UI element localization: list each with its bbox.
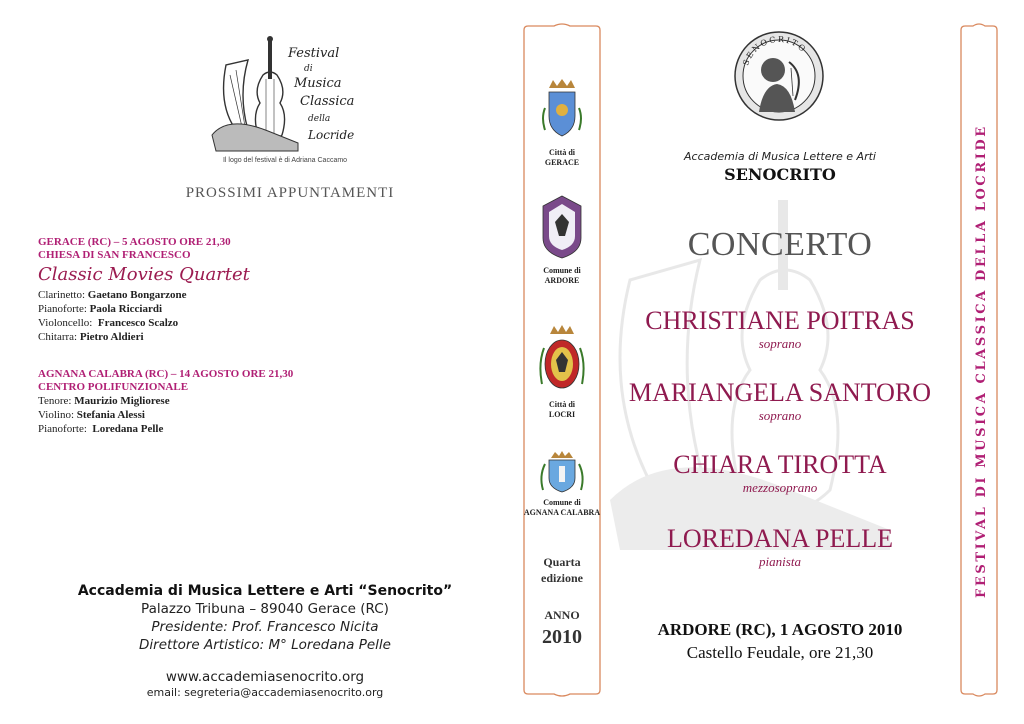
gerace-coat-of-arms-icon [539, 78, 585, 144]
footer-director: Direttore Artistico: M° Loredana Pelle [139, 637, 391, 653]
footer-address: Palazzo Tribuna – 89040 Gerace (RC) [141, 601, 389, 617]
event-performer-line: Chitarra: Pietro Aldieri [38, 331, 144, 343]
festival-logo [208, 35, 358, 157]
performer-role: pianista [759, 554, 801, 569]
logo-wordmark [287, 46, 354, 142]
academy-label: Accademia di Musica Lettere e Arti [684, 150, 876, 163]
event-performer-line: Violoncello: Francesco Scalzo [38, 317, 179, 329]
performer-name: CHRISTIANE POITRAS [645, 306, 915, 335]
festival-vertical-title [958, 22, 1000, 698]
svg-text:Festival: Festival [288, 46, 340, 61]
performer-name: MARIANGELA SANTORO [628, 378, 932, 407]
crest-agnana: Comune di AGNANA CALABRA [520, 450, 604, 518]
year-value: 2010 [542, 626, 582, 648]
footer-academy-title: Accademia di Musica Lettere e Arti “Senocrito” [77, 583, 453, 599]
crest-ardore: Comune di ARDORE [520, 192, 604, 286]
senocrito-medal-icon [729, 22, 829, 137]
year-label: ANNO [544, 608, 580, 622]
agnana-coat-of-arms-icon [537, 450, 587, 494]
ardore-coat-of-arms-icon [537, 192, 587, 262]
svg-text:Classica: Classica [300, 94, 355, 109]
footer-president: Presidente: Prof. Francesco Nicita [151, 619, 379, 635]
event-venue: CHIESA DI SAN FRANCESCO [38, 249, 191, 261]
event-location: GERACE (RC) – 5 AGOSTO ORE 21,30 [38, 236, 231, 248]
performer-block [600, 378, 960, 424]
event-venue: CENTRO POLIFUNZIONALE [38, 381, 189, 393]
event-performer-line: Tenore: Maurizio Migliorese [38, 395, 170, 407]
footer-email-link[interactable]: email: segreteria@accademiasenocrito.org [146, 686, 384, 699]
svg-text:FESTIVAL DI MUSICA CLASSICA DE: FESTIVAL DI MUSICA CLASSICA DELLA LOCRIDE [974, 124, 989, 598]
event-performer-line: Pianoforte: Loredana Pelle [38, 423, 164, 435]
performer-role: mezzosoprano [742, 480, 818, 495]
upcoming-title: PROSSIMI APPUNTAMENTI [185, 185, 395, 201]
academy-footer [40, 582, 490, 700]
performer-role: soprano [758, 336, 802, 351]
academy-name: SENOCRITO [724, 165, 836, 184]
performer-block [600, 450, 960, 496]
event-performer-line: Pianoforte: Paola Ricciardi [38, 303, 163, 315]
event-ensemble-name: Classic Movies Quartet [38, 264, 250, 285]
event-performer-line: Violino: Stefania Alessi [38, 409, 145, 421]
event-performer-line: Clarinetto: Gaetano Bongarzone [38, 289, 187, 301]
performer-role: soprano [758, 408, 802, 423]
svg-text:Musica: Musica [294, 76, 342, 91]
svg-text:della: della [308, 114, 331, 124]
svg-text:di: di [304, 64, 313, 74]
locri-coat-of-arms-icon [538, 324, 586, 396]
concert-title: CONCERTO [687, 226, 873, 263]
crest-locri: Città di LOCRI [520, 324, 604, 420]
performer-block [600, 524, 960, 570]
svg-text:Locride: Locride [308, 128, 355, 142]
performer-name: LOREDANA PELLE [666, 524, 894, 553]
performer-block [600, 306, 960, 352]
footer-website-link[interactable]: www.accademiasenocrito.org [165, 669, 365, 685]
svg-text:SENOCRITO: SENOCRITO [741, 34, 809, 67]
concert-venue: Castello Feudale, ore 21,30 [686, 643, 874, 662]
concert-date: ARDORE (RC), 1 AGOSTO 2010 [657, 620, 903, 639]
performer-name: CHIARA TIROTTA [673, 450, 887, 479]
edition-label: Quarta edizione [541, 555, 583, 585]
event-gerace [38, 236, 438, 344]
logo-credit: Il logo del festival è di Adriana Caccamo [222, 157, 348, 164]
event-agnana [38, 368, 438, 436]
event-location: AGNANA CALABRA (RC) – 14 AGOSTO ORE 21,30 [38, 368, 294, 380]
crest-gerace: Città di GERACE [520, 78, 604, 168]
